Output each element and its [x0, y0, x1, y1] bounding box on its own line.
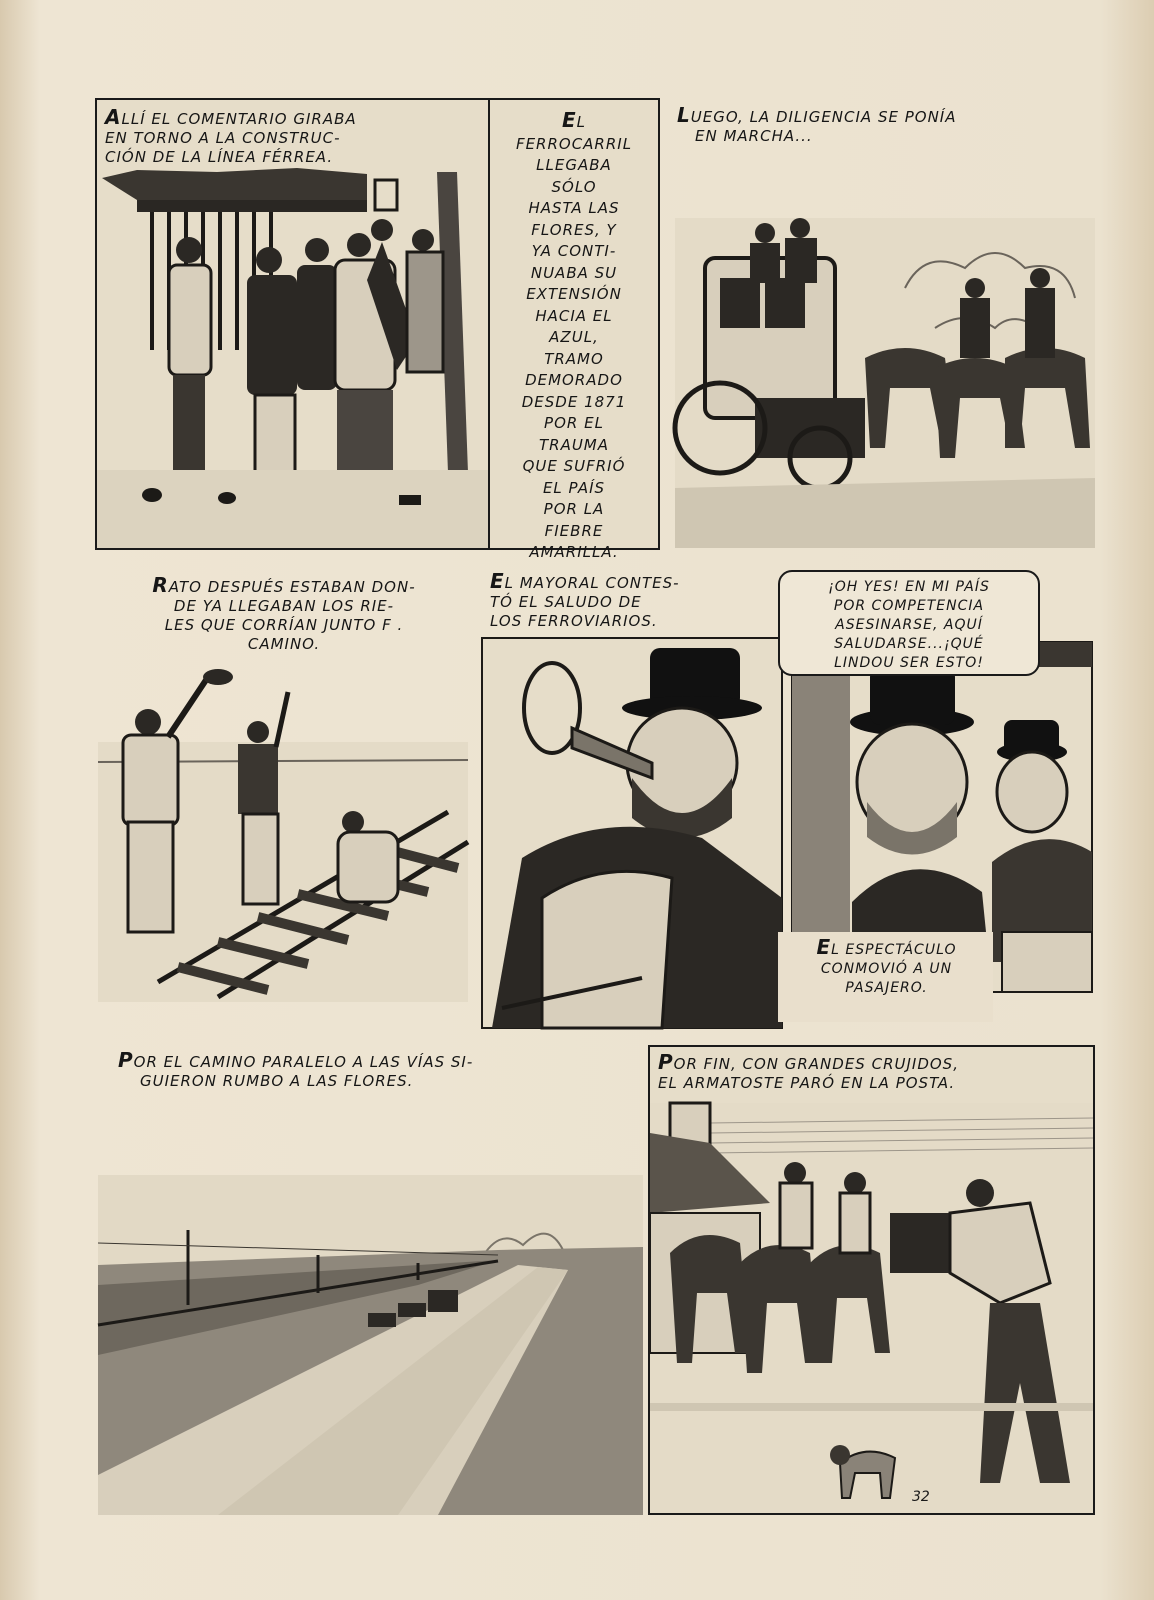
panel-2: [488, 98, 660, 561]
panel-4-artwork-rail-workers: [98, 672, 468, 1002]
panel-6-speech-bubble: ¡OH YES! EN MI PAÍS POR COMPETENCIA ASESINARSE, AQUÍ SALUDARSE...¡QUÉ LINDOU SER ESTO!: [778, 570, 1040, 676]
panel-7-artwork-road-landscape: [98, 1175, 643, 1515]
panel-8-caption: POR FIN, CON GRANDES CRUJIDOS, EL ARMATOSTE PARÓ EN LA POSTA.: [658, 1050, 959, 1092]
panel-7: [98, 1045, 643, 1517]
panel-5-caption: EL MAYORAL CONTES- TÓ EL SALUDO DE LOS FERROVIARIOS.: [490, 569, 680, 630]
panel-6: [792, 572, 1097, 1030]
page-number: 32: [912, 1489, 930, 1505]
panel-1-caption: ALLÍ EL COMENTARIO GIRABA EN TORNO A LA CONSTRUC- CIÓN DE LA LÍNEA FÉRREA.: [105, 105, 357, 166]
panel-5: [478, 568, 786, 1033]
panel-3-artwork-stagecoach: [675, 218, 1095, 548]
panel-7-caption: POR EL CAMINO PARALELO A LAS VÍAS SI- GUIERON RUMBO A LAS FLORES.: [118, 1048, 474, 1090]
panel-8: [648, 1045, 1095, 1515]
panel-3-caption: LUEGO, LA DILIGENCIA SE PONÍA EN MARCHA...: [677, 103, 957, 145]
panel-1-artwork-station-crowd: [97, 100, 488, 548]
panel-5-artwork-coachman-bugle: [482, 638, 782, 1028]
panel-3: [675, 98, 1095, 553]
panel-8-artwork-post-arrival: [650, 1103, 1093, 1513]
panel-4-caption: RATO DESPUÉS ESTABAN DON- DE YA LLEGABAN LOS RIE- LES QUE CORRÍAN JUNTO F . CAMINO.: [152, 573, 416, 653]
panel-1: [95, 98, 490, 550]
panel-6-caption: EL ESPECTÁCULO CONMOVIÓ A UN PASAJERO.: [816, 935, 957, 996]
panel-4: [98, 572, 470, 1027]
panel-2-caption: EL FERROCARRIL LLEGABA SÓLO HASTA LAS FLORES, Y YA CONTI- NUABA SU EXTENSIÓN HACIA EL AZUL, TRAMO DEMORADO DESDE 1871 POR EL TRAUMA QUE SUFRIÓ EL PAÍS POR LA FIEBRE AMARILLA.: [515, 108, 633, 561]
panel-6-caption-box: [778, 932, 993, 1022]
